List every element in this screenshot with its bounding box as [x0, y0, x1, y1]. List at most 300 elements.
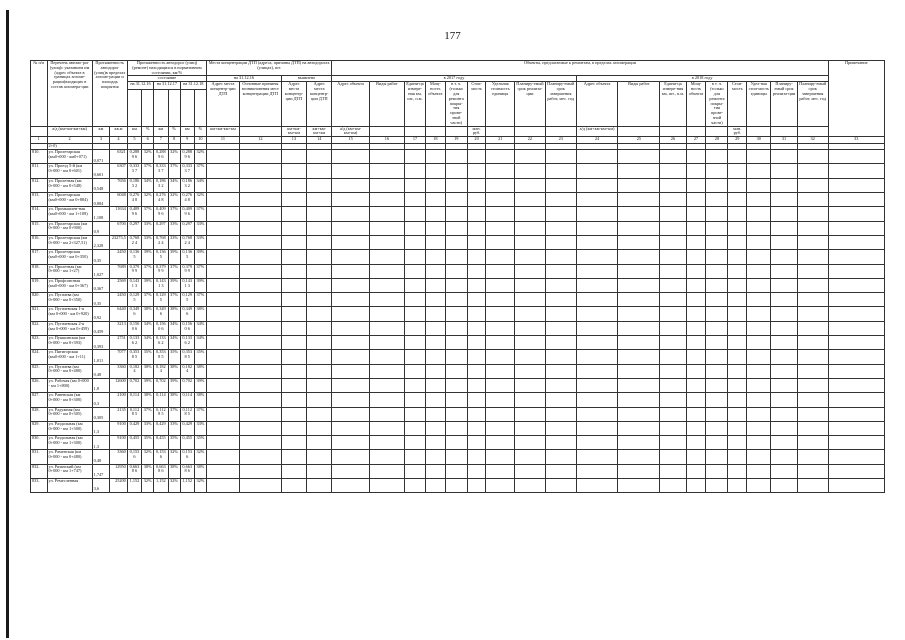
empty-cell [307, 407, 332, 421]
empty-cell [425, 164, 445, 178]
empty-cell [747, 278, 771, 292]
road-name: ул. Раздольная (км 0+000 - км 1+300) [47, 421, 92, 435]
empty-cell [828, 421, 884, 435]
road-length: 0,884 [92, 193, 110, 207]
empty-cell [307, 321, 332, 335]
empty-cell [828, 221, 884, 235]
road-area: 2135 [110, 407, 128, 421]
empty-cell [515, 278, 546, 292]
column-number: 15 [332, 137, 369, 144]
empty-cell [515, 221, 546, 235]
empty-cell [686, 407, 706, 421]
empty-cell [332, 336, 369, 350]
empty-cell [728, 278, 747, 292]
empty-cell [771, 164, 797, 178]
empty-cell [706, 364, 728, 378]
empty-cell [332, 307, 369, 321]
empty-cell [576, 293, 618, 307]
empty-cell [281, 264, 306, 278]
empty-cell [545, 250, 576, 264]
table-row [31, 221, 885, 235]
unit-sqm: кв.м [110, 126, 128, 137]
column-number: 28 [706, 137, 728, 144]
empty-cell [486, 207, 515, 221]
column-number: 19 [445, 137, 467, 144]
empty-cell [618, 307, 660, 321]
column-numbers-row [31, 137, 885, 144]
empty-cell [686, 421, 706, 435]
column-number: 30 [747, 137, 771, 144]
road-name: ул. Рязанский (км 0+000 - км 1+747) [47, 464, 92, 478]
column-number: 22 [515, 137, 546, 144]
empty-cell [332, 178, 369, 192]
empty-cell [467, 150, 486, 164]
column-number: 5 [127, 137, 141, 144]
norm-pct-16: 32% [142, 150, 154, 164]
norm-km-17: 0,297 [154, 221, 168, 235]
empty-cell [281, 321, 306, 335]
empty-cell [576, 235, 618, 249]
empty-cell [332, 207, 369, 221]
norm-pct-16: 39% [142, 378, 154, 392]
empty-cell [728, 307, 747, 321]
empty-cell [797, 150, 828, 164]
empty-cell [486, 150, 515, 164]
empty-cell [797, 478, 828, 492]
norm-km-16: 0,702 [127, 378, 141, 392]
empty-cell [515, 193, 546, 207]
header-objects: Объекты, предлагаемые к ремонтам, в пределах агломерации [332, 61, 828, 76]
road-name: ул. Пугачева (км 0+000 - км 0+480) [47, 364, 92, 378]
empty-cell [728, 436, 747, 450]
norm-km-18: 0,429 [180, 421, 194, 435]
norm-pct-16: 37% [142, 264, 154, 278]
empty-cell [281, 378, 306, 392]
norm-pct-18: 32% [194, 478, 206, 492]
empty-cell [281, 250, 306, 264]
column-number: 9 [180, 137, 194, 144]
empty-cell [747, 235, 771, 249]
empty-cell [239, 407, 281, 421]
empty-cell [797, 464, 828, 478]
empty-cell [706, 193, 728, 207]
empty-cell [828, 150, 884, 164]
road-name: ул. Пролетарская (км0+000 - км 0+350) [47, 250, 92, 264]
header-planned-finish: Планиру-емый срок завершения работ, мес. год [545, 82, 576, 126]
row-number: 829. [31, 421, 48, 435]
header-work-types: Виды работ [369, 82, 404, 126]
empty-cell [660, 364, 686, 378]
empty-cell [771, 278, 797, 292]
road-length: 0,48 [92, 450, 110, 464]
empty-cell [445, 321, 467, 335]
header-unit-cost-18: Удел-ная стои-мость единицы [747, 82, 771, 126]
norm-km-18: 0,1336 2 [180, 336, 194, 350]
empty-cell [576, 436, 618, 450]
empty-cell [747, 421, 771, 435]
empty-cell [467, 164, 486, 178]
empty-cell [771, 393, 797, 407]
empty-cell [660, 293, 686, 307]
empty-cell [771, 264, 797, 278]
row-number: 815. [31, 221, 48, 235]
column-number: 11 [206, 137, 239, 144]
empty-cell [828, 278, 884, 292]
empty-cell [515, 378, 546, 392]
empty-cell [771, 293, 797, 307]
norm-km-16: 0,1365 [127, 250, 141, 264]
empty-cell [771, 321, 797, 335]
empty-cell [486, 264, 515, 278]
empty-cell [281, 350, 306, 364]
empty-cell [425, 450, 445, 464]
road-length: 0,601 [92, 164, 110, 178]
road-area: 2100 [110, 393, 128, 407]
empty-cell [425, 221, 445, 235]
norm-km-16: 0,1431 3 [127, 278, 141, 292]
empty-cell [486, 393, 515, 407]
header-capacity-18: Мощ-ность объекта [686, 82, 706, 126]
empty-cell [486, 421, 515, 435]
empty-cell [576, 450, 618, 464]
empty-cell [747, 250, 771, 264]
empty-cell [405, 336, 426, 350]
empty-cell [576, 364, 618, 378]
column-number: 17 [405, 137, 426, 144]
norm-pct-18: 32% [194, 150, 206, 164]
empty-cell [239, 235, 281, 249]
empty-cell [545, 278, 576, 292]
empty-cell [771, 350, 797, 364]
empty-cell [467, 478, 486, 492]
empty-cell [445, 293, 467, 307]
empty-cell [425, 293, 445, 307]
header-dtp-causes: Основные причины возникновения мест концентрации ДТП [239, 82, 281, 126]
empty-cell [206, 450, 239, 464]
norm-km-16: 0,1863 2 [127, 178, 141, 192]
empty-cell [332, 164, 369, 178]
norm-pct-17: 33% [168, 421, 180, 435]
empty-cell [728, 150, 747, 164]
empty-cell [728, 336, 747, 350]
road-area: 6440 [110, 307, 128, 321]
empty-cell [369, 264, 404, 278]
norm-km-18: 0,3538 5 [180, 350, 194, 364]
empty-cell [686, 336, 706, 350]
empty-cell [369, 407, 404, 421]
empty-cell [686, 393, 706, 407]
table-row [31, 336, 885, 350]
header-dtp-address-18: Адрес места концентр-ции ДТП [307, 82, 332, 126]
road-area: 7656 [110, 178, 128, 192]
empty-cell [660, 193, 686, 207]
empty-cell [281, 464, 306, 478]
empty-cell [369, 278, 404, 292]
empty-cell [728, 235, 747, 249]
empty-cell [307, 364, 332, 378]
header-planned-term-18: Планиру-емый срок реализа-ции [771, 82, 797, 126]
empty-cell [206, 178, 239, 192]
empty-cell [405, 221, 426, 235]
empty-cell [660, 378, 686, 392]
empty-cell [281, 150, 306, 164]
table-row [31, 436, 885, 450]
empty-cell [239, 307, 281, 321]
empty-cell [545, 321, 576, 335]
row-number: 810. [31, 150, 48, 164]
empty-cell [576, 321, 618, 335]
empty-cell [797, 235, 828, 249]
norm-pct-17: 32% [168, 150, 180, 164]
empty-cell [797, 307, 828, 321]
empty-cell [515, 150, 546, 164]
empty-cell [545, 436, 576, 450]
empty-cell [239, 478, 281, 492]
empty-cell [405, 178, 426, 192]
empty-cell [747, 478, 771, 492]
row-number: 827. [31, 393, 48, 407]
empty-cell [515, 207, 546, 221]
empty-cell [467, 221, 486, 235]
empty-cell [369, 221, 404, 235]
empty-cell [660, 235, 686, 249]
empty-cell [445, 393, 467, 407]
empty-cell [307, 336, 332, 350]
empty-cell [828, 193, 884, 207]
empty-cell [828, 464, 884, 478]
empty-cell [797, 221, 828, 235]
column-number: 27 [686, 137, 706, 144]
empty-cell [281, 221, 306, 235]
empty-cell [332, 407, 369, 421]
header-date18: на 31.12.18 [180, 82, 206, 89]
header-dtp-address: Адрес места концентр-ции ДТП [206, 82, 239, 126]
empty-cell [576, 264, 618, 278]
empty-cell [332, 150, 369, 164]
empty-cell [797, 393, 828, 407]
empty-cell [206, 264, 239, 278]
empty-cell [445, 221, 467, 235]
empty-cell [545, 407, 576, 421]
empty-cell [747, 450, 771, 464]
road-name: ул. Пролетная (км 0+000 - км 0+548) [47, 178, 92, 192]
norm-km-18: 0,6638 6 [180, 464, 194, 478]
empty-cell [515, 350, 546, 364]
column-number: 26 [660, 137, 686, 144]
unit-road-address: а/д (км+км-км+км) [47, 126, 92, 137]
empty-cell [545, 464, 576, 478]
empty-cell [797, 336, 828, 350]
empty-cell [747, 336, 771, 350]
empty-cell [618, 421, 660, 435]
empty-cell [797, 250, 828, 264]
norm-pct-17: 32% [168, 478, 180, 492]
road-length: 0,071 [92, 150, 110, 164]
empty-cell [239, 464, 281, 478]
empty-cell [206, 293, 239, 307]
empty-cell [576, 464, 618, 478]
empty-cell [686, 207, 706, 221]
empty-cell [576, 393, 618, 407]
empty-cell [515, 478, 546, 492]
empty-cell [281, 407, 306, 421]
table-row [31, 150, 885, 164]
norm-pct-17: 34% [168, 321, 180, 335]
column-number: 18 [425, 137, 445, 144]
empty-cell [706, 235, 728, 249]
norm-pct-18: 32% [194, 450, 206, 464]
norm-pct-16: 38% [142, 364, 154, 378]
empty-cell [771, 478, 797, 492]
norm-pct-16: 32% [142, 450, 154, 464]
column-number: 13 [281, 137, 306, 144]
empty-cell [618, 464, 660, 478]
empty-cell [576, 336, 618, 350]
empty-cell [369, 293, 404, 307]
empty-cell [706, 336, 728, 350]
empty-cell [307, 235, 332, 249]
header-planned-finish-18: Планиру-емый срок завершения работ, мес. год [797, 82, 828, 126]
empty-cell [686, 478, 706, 492]
norm-km-17: 0,1431 3 [154, 278, 168, 292]
empty-cell [828, 164, 884, 178]
empty-cell [618, 478, 660, 492]
empty-cell [281, 164, 306, 178]
empty-cell [576, 307, 618, 321]
road-length: 0,9 [92, 221, 110, 235]
table-row [31, 393, 885, 407]
empty-cell [706, 464, 728, 478]
norm-pct-17: 35% [168, 436, 180, 450]
empty-cell [660, 464, 686, 478]
norm-pct-17: 32% [168, 193, 180, 207]
empty-cell [486, 178, 515, 192]
empty-cell [369, 378, 404, 392]
empty-cell [660, 150, 686, 164]
empty-cell [445, 407, 467, 421]
empty-cell [425, 336, 445, 350]
header-cost: Стои-мость [467, 82, 486, 126]
norm-pct-17: 37% [168, 264, 180, 278]
empty-cell [369, 207, 404, 221]
road-name: ул. Промышлен-ная (км0+000 - км 1+108) [47, 207, 92, 221]
norm-km-17: 0,1336 2 [154, 336, 168, 350]
header-row-3 [31, 82, 885, 89]
norm-pct-16: 32% [142, 193, 154, 207]
road-area: 6321 [110, 150, 128, 164]
norm-km-16: 0,6638 6 [127, 464, 141, 478]
empty-cell [660, 278, 686, 292]
empty-cell [747, 407, 771, 421]
empty-cell [686, 378, 706, 392]
header-road-list: Перечень автомо-рог (улиц)с указанием им (адрес объекта в границах агломе-рации(входящих в состав агломера-ции [47, 61, 92, 127]
empty-cell [618, 393, 660, 407]
empty-cell [747, 293, 771, 307]
header-normative: Протяженность автодорог (улиц) (ремонт) находящихся в нормативном состоянии, км/% [127, 61, 206, 76]
road-name: ул. Рабочая (км 0+000 - км 1+800) [47, 378, 92, 392]
norm-km-17: 0,1824 [154, 364, 168, 378]
norm-pct-18: 38% [194, 393, 206, 407]
empty-cell [369, 307, 404, 321]
road-area: 6048 [110, 193, 128, 207]
empty-cell [660, 350, 686, 364]
empty-cell [515, 393, 546, 407]
norm-km-18: 0,114 [180, 393, 194, 407]
table-row [31, 178, 885, 192]
empty-cell [467, 421, 486, 435]
empty-cell [206, 164, 239, 178]
empty-cell [281, 393, 306, 407]
empty-cell [771, 364, 797, 378]
empty-cell [467, 436, 486, 450]
norm-pct-18: 32% [194, 193, 206, 207]
road-length: 1,3 [92, 436, 110, 450]
empty-cell [445, 164, 467, 178]
empty-cell [307, 421, 332, 435]
header-note: Примечание [828, 61, 884, 137]
norm-pct-16: 32% [142, 478, 154, 492]
header-unit-cost: Удельная стоимость единицы [486, 82, 515, 126]
empty-cell [239, 278, 281, 292]
empty-cell [467, 350, 486, 364]
empty-cell [425, 178, 445, 192]
empty-cell [618, 221, 660, 235]
empty-cell [467, 378, 486, 392]
norm-km-16: 0,455 [127, 436, 141, 450]
norm-pct-16: 34% [142, 178, 154, 192]
empty-cell [771, 221, 797, 235]
road-length: 0,48 [92, 364, 110, 378]
norm-km-17: 0,3496 [154, 307, 168, 321]
empty-cell [660, 407, 686, 421]
norm-km-18: 0,4099 6 [180, 207, 194, 221]
empty-cell [545, 336, 576, 350]
empty-cell [771, 193, 797, 207]
empty-cell [425, 378, 445, 392]
empty-cell [618, 150, 660, 164]
norm-km-17: 0,114 [154, 393, 168, 407]
empty-cell [618, 293, 660, 307]
norm-km-16: 0,1560 6 [127, 321, 141, 335]
empty-cell [706, 350, 728, 364]
empty-cell [425, 421, 445, 435]
empty-cell [369, 321, 404, 335]
norm-km-16: 0,1536 [127, 450, 141, 464]
road-length: 0,305 [92, 407, 110, 421]
row-number: 814. [31, 207, 48, 221]
empty-cell [545, 364, 576, 378]
norm-km-18: 1,152 [180, 478, 194, 492]
empty-cell [828, 364, 884, 378]
empty-cell [239, 364, 281, 378]
norm-pct-18: 37% [194, 407, 206, 421]
empty-cell [797, 164, 828, 178]
empty-cell [239, 421, 281, 435]
empty-cell [797, 450, 828, 464]
norm-km-17: 0,1365 [154, 250, 168, 264]
empty-cell [281, 178, 306, 192]
empty-cell [239, 336, 281, 350]
empty-cell [467, 293, 486, 307]
norm-km-17: 0,429 [154, 421, 168, 435]
empty-cell [467, 193, 486, 207]
empty-cell [445, 278, 467, 292]
norm-km-17: 0,1128 5 [154, 407, 168, 421]
row-number: 826. [31, 378, 48, 392]
empty-cell [206, 207, 239, 221]
norm-pct-16: 37% [142, 407, 154, 421]
empty-cell [576, 421, 618, 435]
